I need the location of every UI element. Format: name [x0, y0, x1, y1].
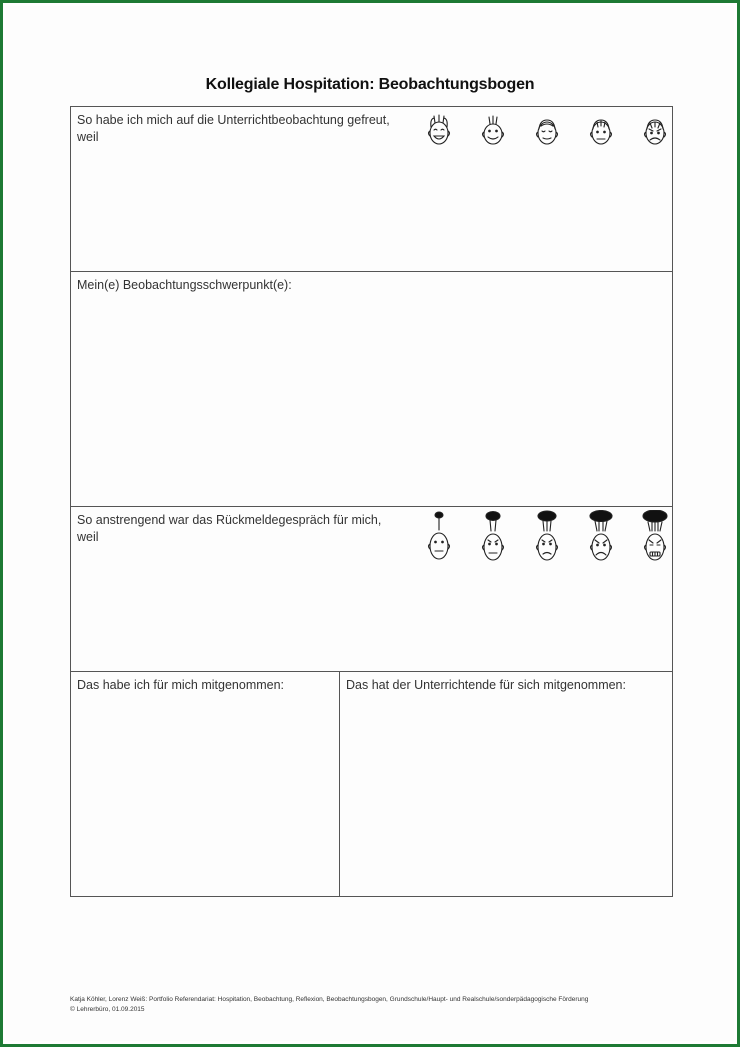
observation-form: [70, 106, 673, 897]
face-cloud-4-icon[interactable]: [588, 510, 614, 566]
face-displeased-icon[interactable]: [588, 111, 614, 151]
face-cloud-3-icon[interactable]: [534, 510, 560, 566]
section-focus[interactable]: [71, 272, 672, 507]
takeaway-teacher-label: Das hat der Unterrichtende für sich mitgenommen:: [346, 678, 626, 692]
section-takeaways: [71, 672, 672, 896]
section-takeaway-self[interactable]: [71, 672, 340, 896]
face-beaming-icon[interactable]: [426, 111, 452, 151]
section-takeaway-teacher[interactable]: [340, 672, 672, 896]
section-anticipation[interactable]: [71, 107, 672, 272]
footer-credits: Katja Köhler, Lorenz Weiß: Portfolio Referendariat: Hospitation, Beobachtung, Reflexion, Beobachtungsbogen, Grundschule/Haupt- und Realschule/sonderpädagogische Förderung: [70, 996, 589, 1003]
face-grumpy-icon[interactable]: [642, 111, 668, 151]
footer-copyright: © Lehrerbüro, 01.09.2015: [70, 1006, 145, 1013]
feedback-effort-line2: weil: [77, 530, 99, 544]
anticipation-line2: weil: [77, 130, 99, 144]
face-smiling-icon[interactable]: [480, 111, 506, 151]
feedback-effort-line1: So anstrengend war das Rückmeldegespräch für mich,: [77, 513, 382, 527]
feedback-effort-label: [77, 512, 381, 546]
face-cloud-1-icon[interactable]: [426, 510, 452, 566]
face-cloud-2-icon[interactable]: [480, 510, 506, 566]
focus-label: Mein(e) Beobachtungsschwerpunkt(e):: [77, 278, 292, 292]
face-neutral-icon[interactable]: [534, 111, 560, 151]
anticipation-scale: [426, 111, 668, 155]
face-cloud-5-icon[interactable]: [642, 510, 668, 566]
feedback-effort-scale: [426, 510, 668, 566]
anticipation-label: [77, 112, 390, 146]
page-title: Kollegiale Hospitation: Beobachtungsbogen: [205, 76, 535, 93]
anticipation-line1: So habe ich mich auf die Unterrichtbeobachtung gefreut,: [77, 113, 390, 127]
section-feedback-effort[interactable]: [71, 507, 672, 672]
takeaway-self-label: Das habe ich für mich mitgenommen:: [77, 678, 285, 692]
footer: [70, 995, 690, 1015]
